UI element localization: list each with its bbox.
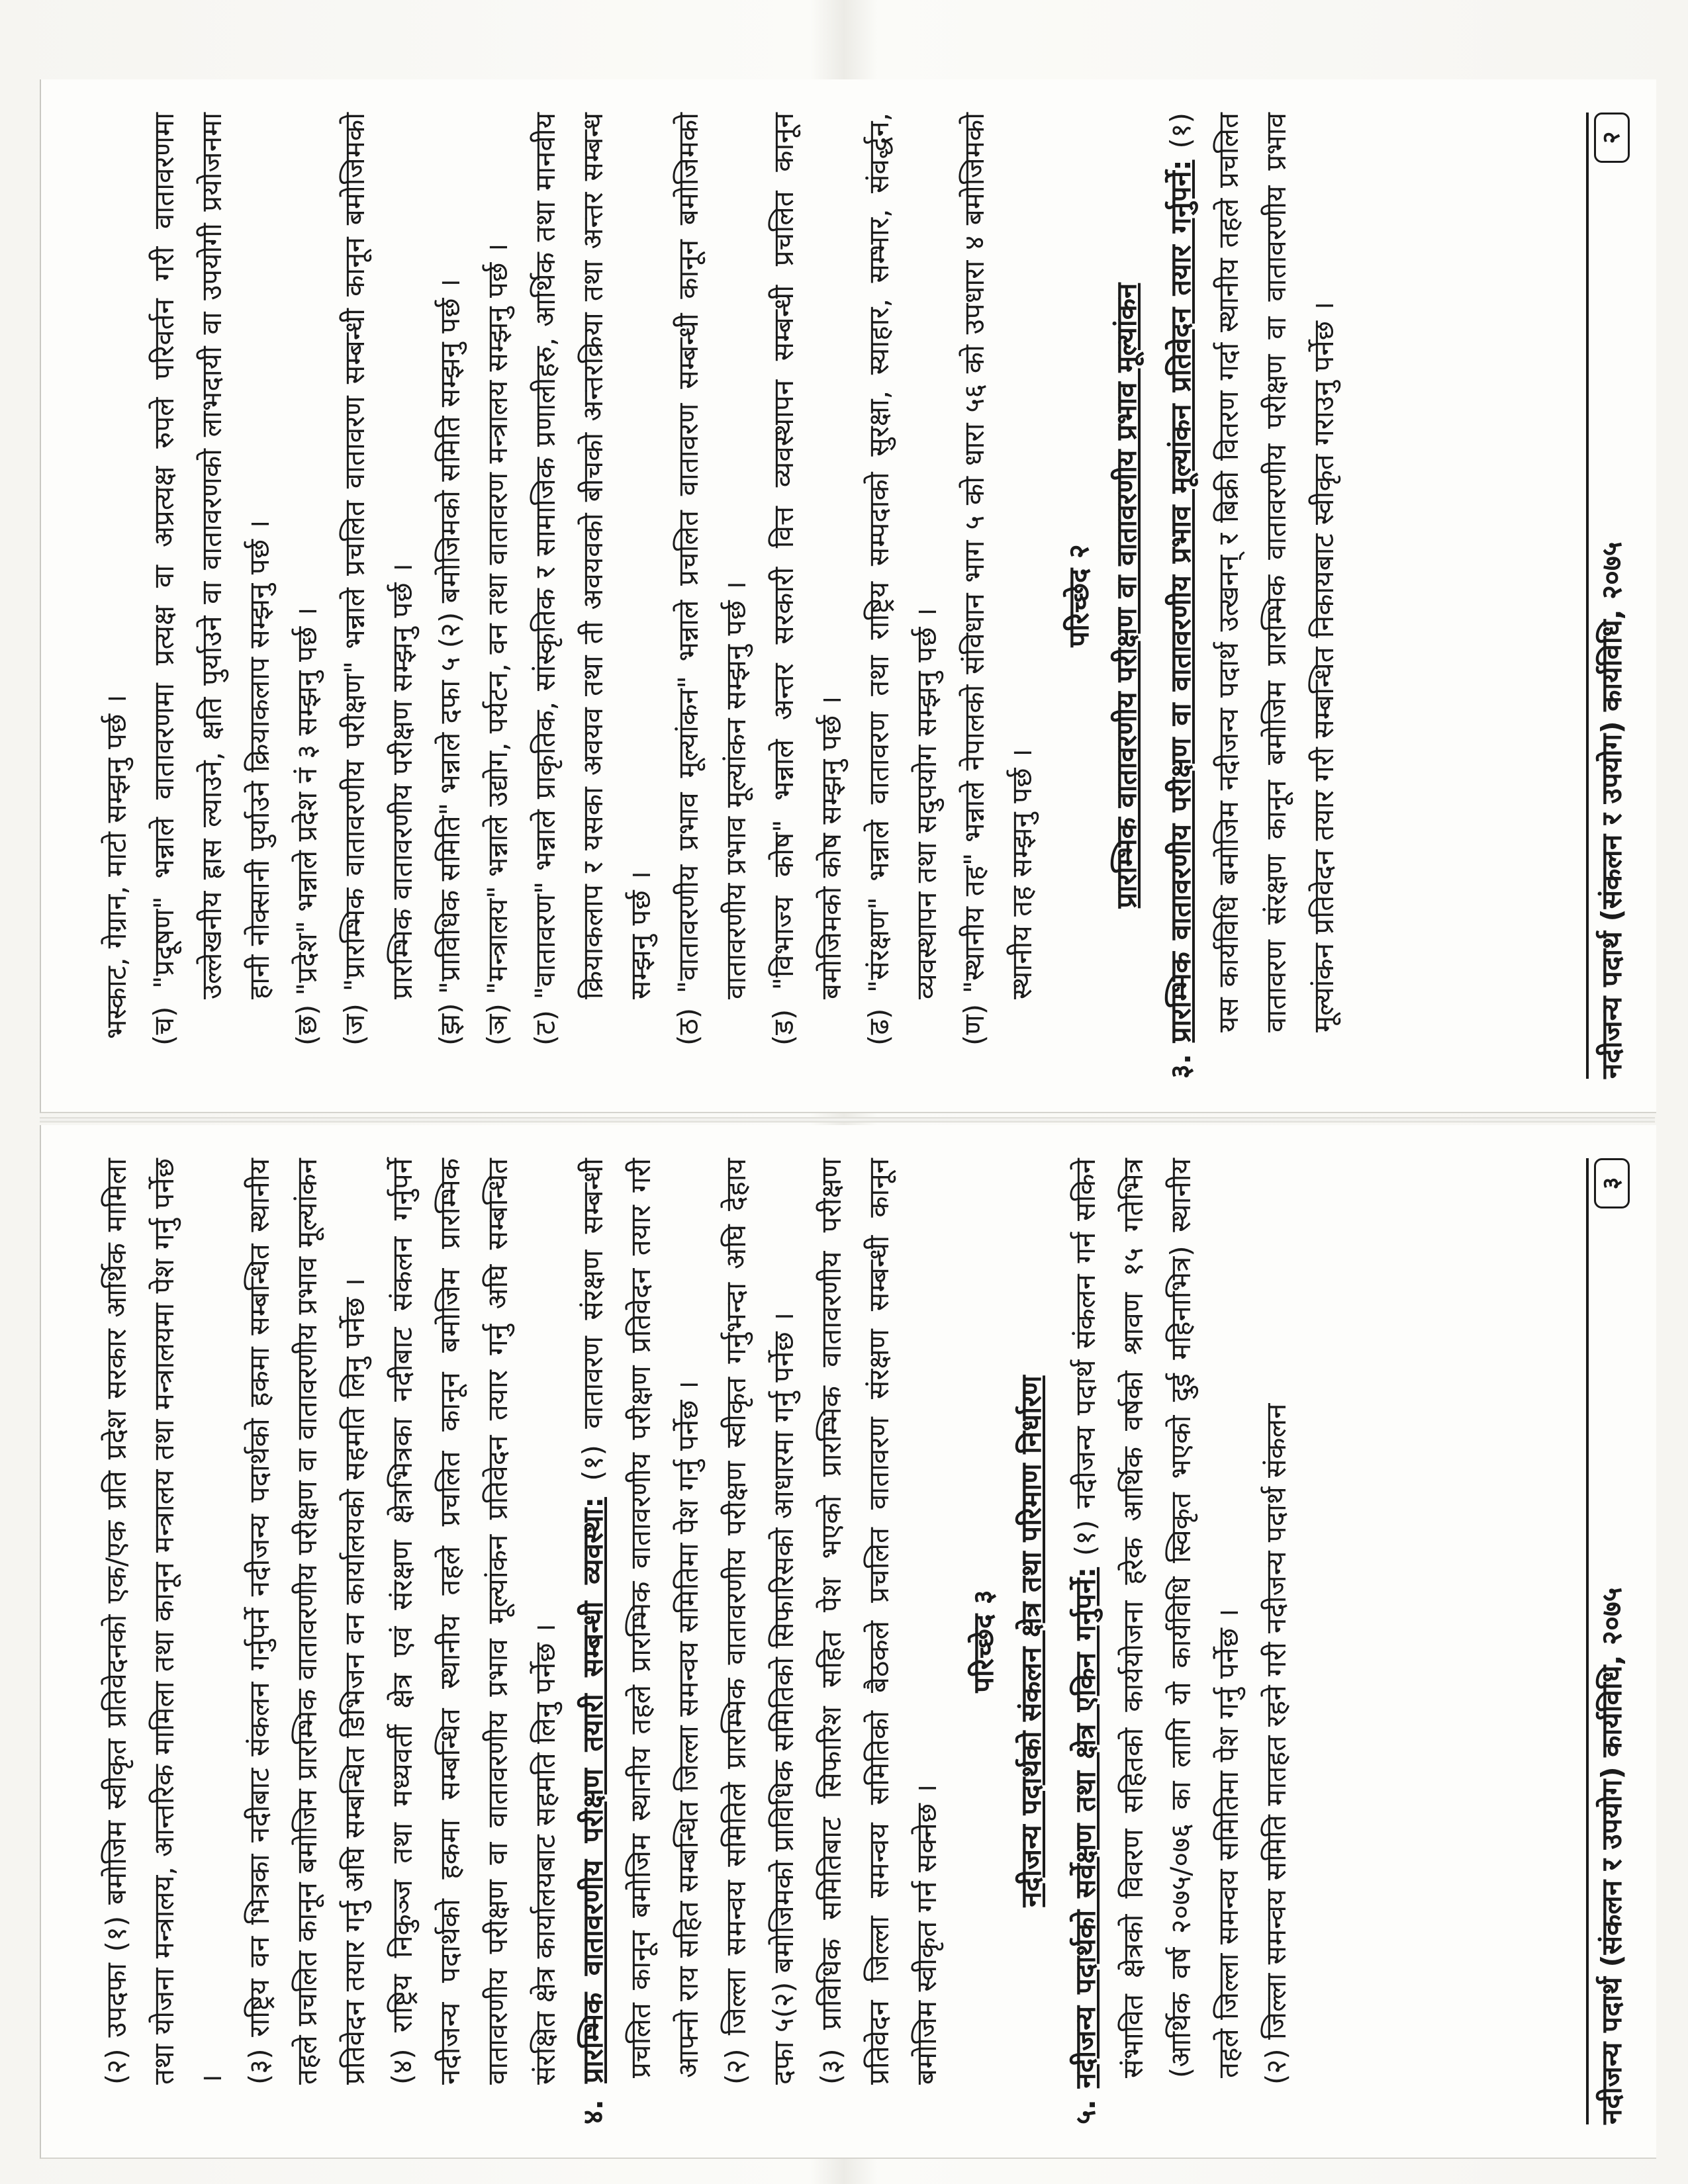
page-footer	[1586, 113, 1635, 1079]
section-3	[1157, 113, 1348, 1079]
document-page-2	[46, 86, 1648, 1105]
section-body: (१) नदीजन्य पदार्थ संकलन गर्न सकिने संभावित क्षेत्रको विवरण सहितको कार्ययोजना हरेक आर्थिक वर्षको श्रावण १५ गतेभित्र (आर्थिक वर्ष २०७५/०७६ का लागि यो कार्यविधि स्विकृत भएको दुई महिनाभित्र) स्थानीय तहले जिल्ला समन्वय समितिमा पेश गर्नु पर्नेछ ।	[1069, 1158, 1244, 2078]
subsection-3: (३) प्राविधिक समितिबाट सिफारिश सहित पेश भएको प्रारम्भिक वातावरणीय परीक्षण प्रतिवेदन जिल्ला समन्वय समितिको बैठकले प्रचलित वातावरण संरक्षण सम्बन्धी कानून बमोजिम स्वीकृत गर्न सक्नेछ ।	[815, 1158, 943, 2085]
definition-jha: (झ) "प्राविधिक समिति" भन्नाले दफा ५ (२) बमोजिमको समिति सम्झनु पर्छ ।	[434, 279, 466, 1046]
subsection-4: (४) राष्ट्रिय निकुञ्ज तथा मध्यवर्ती क्षेत्र एवं संरक्षण क्षेत्रभित्रका नदीबाट संकलन गर्नुपर्ने नदीजन्य पदार्थको हकमा सम्बन्धित स्थानीय तहले प्रचलित कानून बमोजिम प्रारम्भिक वातावरणीय परीक्षण वा वातावरणीय प्रभाव मूल्यांकन प्रतिवेदन तयार गर्नु अघि सम्बन्धित संरक्षित क्षेत्र कार्यालयबाट सहमति लिनु पर्नेछ ।	[386, 1158, 561, 2085]
footer-title: नदीजन्य पदार्थ (संकलन र उपयोग) कार्यविधि, २०७५	[1595, 1587, 1628, 2124]
definition-dha: (ढ) "संरक्षण" भन्नाले वातावरण तथा राष्ट्रिय सम्पदाको सुरक्षा, स्याहार, सम्भार, संवर्द्धन, व्यवस्थापन तथा सदुपयोग सम्झनु पर्छ ।	[863, 113, 943, 1046]
section-number: ५.	[1069, 2099, 1102, 2124]
section-number: ४.	[577, 2099, 609, 2124]
section-title: प्रारम्भिक वातावरणीय परीक्षण तयारी सम्बन्धी व्यवस्था:	[577, 1496, 609, 2083]
section-body: (१) यस कार्यविधि बमोजिम नदीजन्य पदार्थ उत्खनन् र बिक्री वितरण गर्दा स्थानीय तहले प्रचलित वातावरण संरक्षण कानून बमोजिम प्रारम्भिक वातावरणीय परीक्षण वा वातावरणीय प्रभाव मूल्यांकन प्रतिवेदन तयार गरी सम्बन्धित निकायबाट स्वीकृत गराउनु पर्नेछ ।	[1164, 113, 1340, 1032]
footer-title: नदीजन्य पदार्थ (संकलन र उपयोग) कार्यविधि, २०७५	[1595, 541, 1628, 1079]
section-number: ३.	[1164, 1054, 1197, 1079]
subsection-3: (३) राष्ट्रिय वन भित्रका नदीबाट संकलन गर्नुपर्ने नदीजन्य पदार्थको हकमा सम्बन्धित स्थानीय तहले प्रचलित कानून बमोजिम प्रारम्भिक वातावरणीय परीक्षण वा वातावरणीय प्रभाव मूल्यांकन प्रतिवेदन तयार गर्नु अघि सम्बन्धित डिभिजन वन कार्यालयको सहमति लिनु पर्नेछ ।	[243, 1158, 371, 2085]
chapter-heading: परिच्छेद ३	[967, 1590, 1000, 1693]
subsection-2: (२) जिल्ला समन्वय समिति मातहत रहने गरी नदीजन्य पदार्थ संकलन	[1260, 1403, 1292, 2085]
section-body: (१) वातावरण संरक्षण सम्बन्धी प्रचलित कानून बमोजिम स्थानीय तहले प्रारम्भिक वातावरणीय परीक्षण प्रतिवेदन तयार गरी आफ्नो राय सहित सम्बन्धित जिल्ला समन्वय समितिमा पेश गर्नु पर्नेछ ।	[577, 1158, 704, 2078]
page-number: ३	[1594, 1158, 1630, 1208]
section-title: नदीजन्य पदार्थको सर्वेक्षण तथा क्षेत्र एकिन गर्नुपर्ने:	[1069, 1567, 1102, 2089]
page-fold	[40, 1117, 1655, 1122]
definition-cha: (च) "प्रदूषण" भन्नाले वातावरणमा प्रत्यक्ष वा अप्रत्यक्ष रुपले परिवर्तन गरी वातावरणमा उल्लेखनीय ह्रास ल्याउने, क्षति पुर्याउने वा वातावरणको लाभदायी वा उपयोगी प्रयोजनमा हानी नोक्सानी पुर्याउने क्रियाकलाप सम्झनु पर्छ ।	[148, 113, 275, 1046]
section-5	[1062, 1158, 1252, 2124]
definition-ja: (ज) "प्रारम्भिक वातावरणीय परीक्षण" भन्नाले प्रचलित वातावरण सम्बन्धी कानून बमोजिमको प्रारम्भिक वातावरणीय परीक्षण सम्झनु पर्छ ।	[338, 113, 418, 1046]
section-4	[569, 1158, 712, 2124]
text-line: भस्काट, गेग्रान, माटो सम्झनु पर्छ ।	[100, 694, 132, 1039]
definition-da: (ड) "विभाज्य कोष" भन्नाले अन्तर सरकारी वित्त व्यवस्थापन सम्बन्धी प्रचलित कानून बमोजिमको कोष सम्झनु पर्छ ।	[767, 113, 847, 1046]
definition-chha: (छ) "प्रदेश" भन्नाले प्रदेश नं ३ सम्झनु पर्छ ।	[291, 607, 323, 1046]
page-number: २	[1594, 113, 1630, 163]
chapter-heading: परिच्छेद २	[1062, 544, 1095, 647]
definition-ta: (ट) "वातावरण" भन्नाले प्राकृतिक, सांस्कृतिक र सामाजिक प्रणालीहरु, आर्थिक तथा मानवीय क्रियाकलाप र यसका अवयव तथा ती अवयवको बीचको अन्तरक्रिया तथा अन्तर सम्बन्ध सम्झनु पर्छ ।	[529, 113, 657, 1046]
subsection-2: (२) जिल्ला समन्वय समितिले प्रारम्भिक वातावरणीय परीक्षण स्वीकृत गर्नुभन्दा अघि देहाय दफा ५(२) बमोजिमको प्राविधिक समितिको सिफारिसको आधारमा गर्नु पर्नेछ ।	[720, 1158, 800, 2085]
definition-na: (ण) "स्थानीय तह" भन्नाले नेपालको संविधान भाग ५ को धारा ५६ को उपधारा ४ बमोजिमको स्थानीय तह सम्झनु पर्छ ।	[958, 113, 1038, 1046]
document-page-3	[46, 1132, 1648, 2151]
chapter-title: प्रारम्भिक वातावरणीय परीक्षण वा वातावरणीय प्रभाव मूल्यांकन	[1110, 283, 1143, 909]
definition-tha: (ठ) "वातावरणीय प्रभाव मूल्यांकन" भन्नाले प्रचलित वातावरण सम्बन्धी कानून बमोजिमको वातावरणीय प्रभाव मूल्यांकन सम्झनु पर्छ ।	[672, 113, 752, 1046]
subsection-2: (२) उपदफा (१) बमोजिम स्वीकृत प्रतिवेदनको एक/एक प्रति प्रदेश सरकार आर्थिक मामिला तथा योजना मन्त्रालय, आन्तरिक मामिला तथा कानून मन्त्रालय तथा मन्त्रालयमा पेश गर्नु पर्नेछ ।	[100, 1158, 228, 2085]
section-title: प्रारम्भिक वातावरणीय परीक्षण वा वातावरणीय प्रभाव मूल्यांकन प्रतिवेदन तयार गर्नुपर्ने:	[1164, 159, 1197, 1043]
page-footer	[1586, 1158, 1635, 2124]
definition-nya: (ञ) "मन्त्रालय" भन्नाले उद्योग, पर्यटन, वन तथा वातावरण मन्त्रालय सम्झनु पर्छ ।	[481, 243, 514, 1046]
chapter-title: नदीजन्य पदार्थको संकलन क्षेत्र तथा परिमाण निर्धारण	[1015, 1375, 1047, 1907]
